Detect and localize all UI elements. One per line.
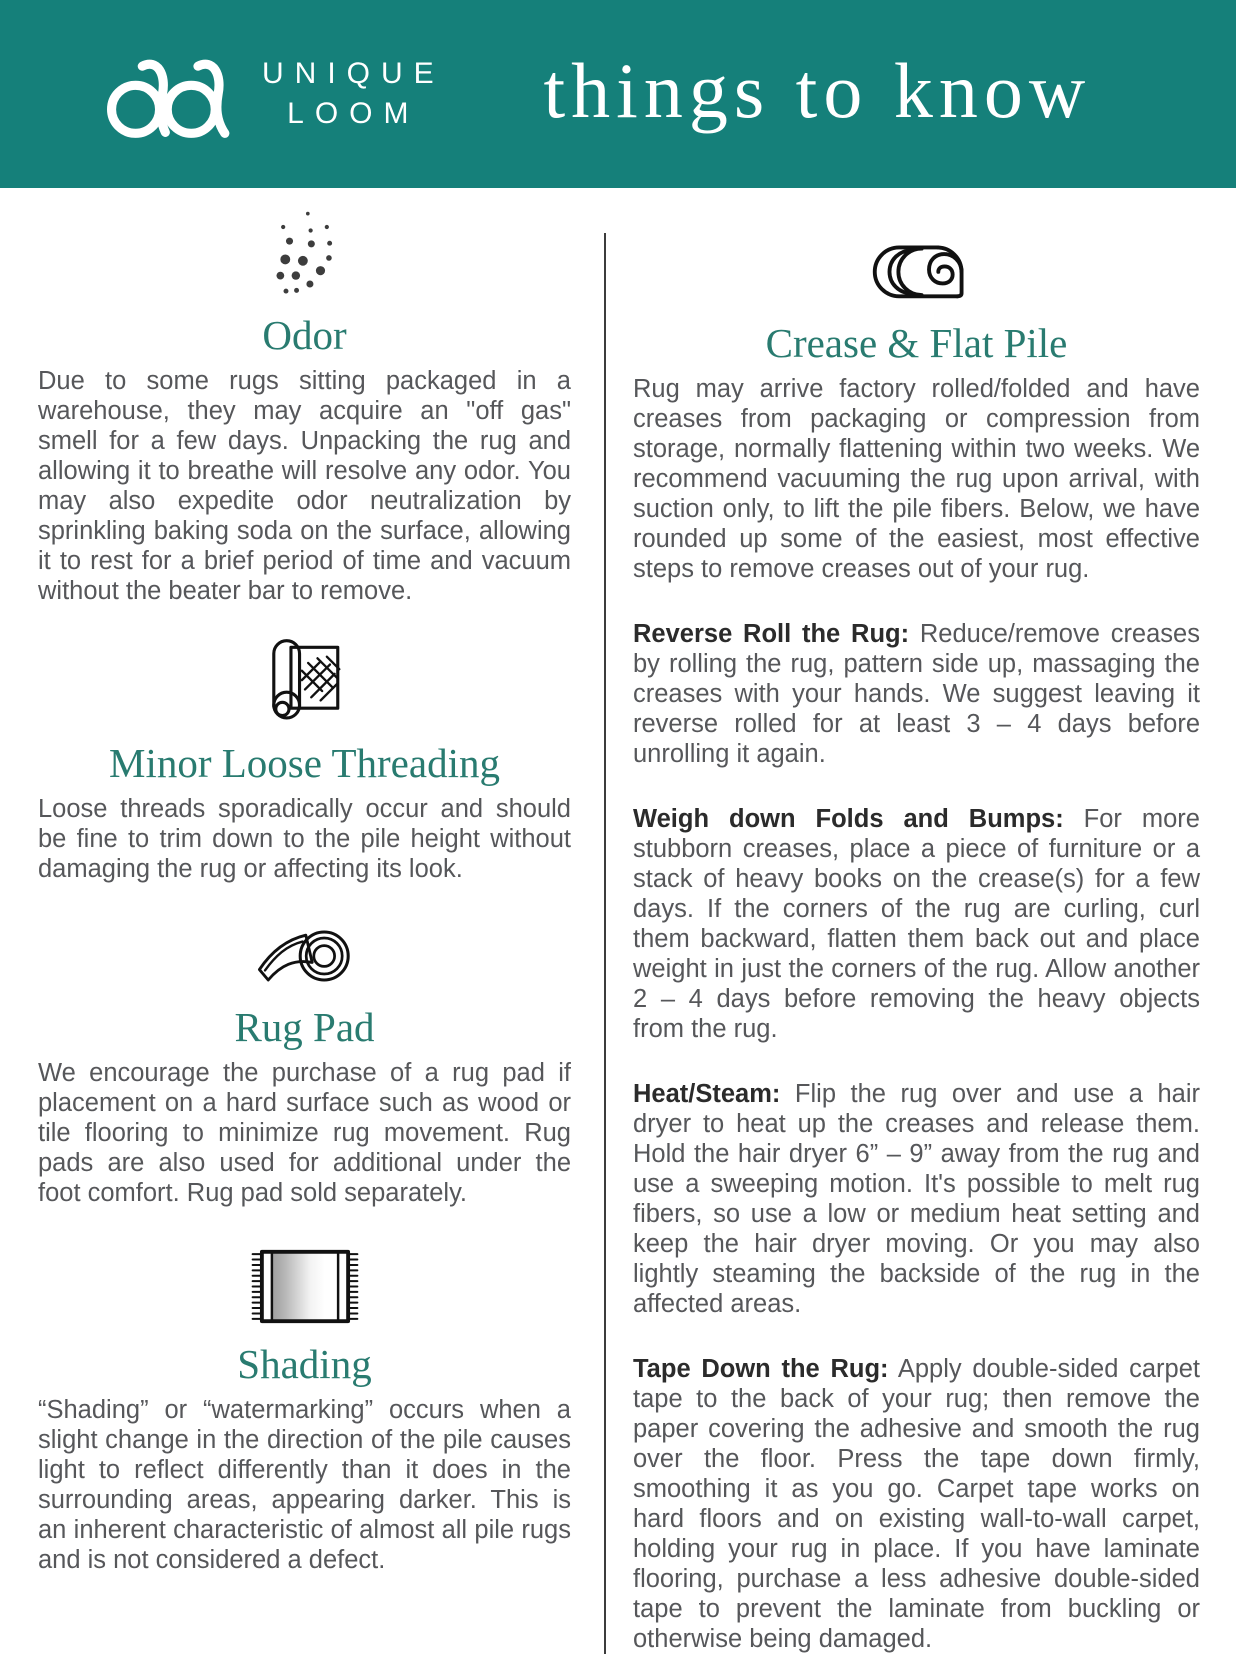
rolled-rug-icon <box>866 242 968 304</box>
tip-tape-down-label: Tape Down the Rug: <box>633 1355 889 1384</box>
tip-weigh-down <box>633 804 1200 1044</box>
section-title-shading: Shading <box>237 1341 372 1388</box>
tip-tape-down-text: Apply double-sided carpet tape to the back of your rug; then remove the paper covering the adhesive and smooth the rug over the floor. Press the tape down firmly, smoothing it as you go. Carpet tape works on hard floors and on existing wall-to-wall carpet, holding your rug in place. If you have laminate flooring, purchase a less adhesive double-sided tape to prevent the laminate from buckling or otherwise being damaged. <box>633 1355 1201 1654</box>
left-column <box>0 188 604 1654</box>
brand-name <box>262 54 445 133</box>
shading-body: “Shading” or “watermarking” occurs when a slight change in the direction of the pile causes light to reflect differently than it does in the surrounding areas, appearing darker. This is an inherent characteristic of almost all pile rugs and is not considered a defect. <box>38 1396 571 1575</box>
section-rug-pad <box>38 924 571 1208</box>
tip-reverse-roll-label: Reverse Roll the Rug: <box>633 620 910 649</box>
loose-threading-body: Loose threads sporadically occur and should be fine to trim down to the pile height without damaging the rug or affecting its look. <box>38 795 571 884</box>
section-title-rug-pad: Rug Pad <box>234 1004 375 1051</box>
tip-reverse-roll-text: Reduce/remove creases by rolling the rug, pattern side up, massaging the creases with your hands. We suggest leaving it reverse rolled for at least 3 – 4 days before unrolling it again. <box>633 620 1200 769</box>
page-title: things to know <box>543 47 1092 134</box>
section-loose-threading <box>38 630 571 884</box>
brand-line1: UNIQUE <box>262 57 445 91</box>
tip-weigh-down-text: For more stubborn creases, place a piece of furniture or a stack of heavy books on the crease(s) for a few days. If the corners of the rug are curling, curl them backward, flatten them back out and place weight in just the corners of the rug. Allow another 2 – 4 days before removing the heavy objects from the rug. <box>633 805 1200 1044</box>
tip-heat-steam <box>633 1079 1200 1319</box>
section-title-odor: Odor <box>262 312 347 358</box>
tip-heat-steam-text: Flip the rug over and use a hair dryer to heat up the creases and release them. Hold the hair dryer 6” – 9” away from the rug and use a sweeping motion. It's possible to melt rug fibers, so use a low or medium heat setting and keep the hair dryer moving. Or you may also lightly steaming the backside of the rug in the affected areas. <box>633 1080 1200 1319</box>
tip-tape-down <box>633 1354 1200 1654</box>
odor-body: Due to some rugs sitting packaged in a warehouse, they may acquire an "off gas" smell for a few days. Unpacking the rug and allowing it to breathe will resolve any odor. You may also expedite odor neutralization by sprinkling baking soda on the surface, allowing it to rest for a brief period of time and vacuum without the beater bar to remove. <box>38 367 571 606</box>
section-crease-flat-pile <box>633 242 1200 1654</box>
rug-pad-body: We encourage the purchase of a rug pad if placement on a hard surface such as wood or tile flooring to minimize rug movement. Rug pads are also used for additional under the foot comfort. Rug pad sold separately. <box>38 1059 571 1208</box>
shaded-rug-icon <box>251 1248 359 1325</box>
masthead <box>0 0 1236 188</box>
rug-pad-roll-icon <box>253 924 357 988</box>
brand-line2: LOOM <box>287 97 420 130</box>
right-column <box>606 188 1236 1654</box>
section-odor <box>38 208 571 606</box>
tip-heat-steam-label: Heat/Steam: <box>633 1080 781 1109</box>
section-title-crease: Crease & Flat Pile <box>765 320 1068 366</box>
tip-weigh-down-label: Weigh down Folds and Bumps: <box>633 805 1064 834</box>
crease-intro: Rug may arrive factory rolled/folded and have creases from packaging or compression from storage, normally flattening within two weeks. We recommend vacuuming the rug upon arrival, with suction only, to lift the pile fibers. Below, we have rounded up some of the easiest, most effective steps to remove creases out of your rug. <box>633 375 1200 584</box>
unique-loom-logo-icon <box>98 46 248 142</box>
section-title-loose-threading: Minor Loose Threading <box>109 740 500 787</box>
odor-particles-icon <box>273 208 337 296</box>
content <box>0 188 1236 1654</box>
unrolling-rug-icon <box>266 630 344 724</box>
section-shading <box>38 1248 571 1575</box>
brand <box>98 46 445 142</box>
tip-reverse-roll <box>633 619 1200 769</box>
